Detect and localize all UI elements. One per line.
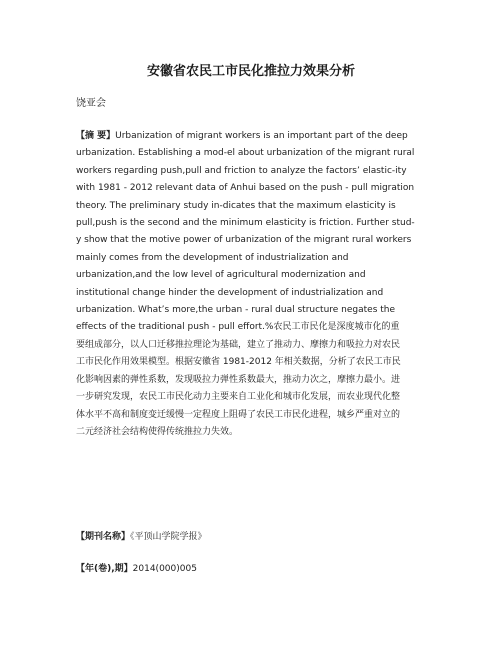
abstract-line: 体水平不高和制度变迁缓慢一定程度上阻碍了农民工市民化进程，城乡严重对立的: [76, 409, 401, 420]
abstract-line: [76, 128, 436, 145]
abstract-line: y show that the motive power of urbanization of the migrant rural workers: [76, 235, 412, 246]
abstract-line: 二元经济社会结构使得传统推拉力失效。: [76, 426, 239, 437]
abstract-line: urbanization,and the low level of agricultural modernization and: [76, 270, 366, 281]
abstract-line: 要组成部分，以人口迁移推拉理论为基础，建立了推动力、摩擦力和吸拉力对农民: [76, 339, 401, 350]
abstract-line: urbanization. Establishing a mod-el about urbanization of the migrant rural: [76, 148, 415, 159]
journal-name-row: [76, 530, 207, 544]
year-label: 【年(卷),期】: [76, 564, 133, 574]
abstract-line: mainly comes from the development of industrialization and: [76, 252, 349, 263]
paper-author: 饶亚会: [76, 98, 106, 109]
journal-value: 《平顶山学院学报》: [130, 532, 207, 542]
abstract-line: urbanization. What’s more,the urban - rural dual structure negates the: [76, 305, 396, 316]
year-volume-issue-row: [76, 562, 197, 576]
abstract-block: [76, 128, 436, 441]
abstract-line: 工市民化作用效果模型。根据安徽省 1981-2012 年相关数据，分析了农民工市民: [76, 357, 401, 368]
abstract-text: Urbanization of migrant workers is an important part of the deep: [115, 131, 408, 141]
abstract-line: pull,push is the second and the minimum elasticity is friction. Further stud-: [76, 218, 415, 229]
abstract-line: with 1981 - 2012 relevant data of Anhui based on the push - pull migration: [76, 183, 415, 194]
journal-label: 【期刊名称】: [76, 532, 131, 542]
abstract-line: 化影响因素的弹性系数，发现吸拉力弹性系数最大，推动力次之，摩擦力最小。进: [76, 374, 401, 385]
abstract-line: theory. The preliminary study in-dicates that the maximum elasticity is: [76, 200, 396, 211]
abstract-label: 【摘 要】: [76, 131, 116, 141]
paper-title: 安徽省农民工市民化推拉力效果分析: [146, 64, 355, 79]
abstract-line: 一步研究发现，农民工市民化动力主要来自工业化和城市化发展，而农业现代化整: [76, 392, 401, 403]
abstract-line: effects of the traditional push - pull effort.%农民工市民化是深度城市化的重: [76, 322, 400, 333]
year-value: 2014(000)005: [132, 564, 197, 574]
abstract-line: workers regarding push,pull and friction to analyze the factors’ elastic-ity: [76, 165, 407, 176]
abstract-line: institutional change hinder the development of industrialization and: [76, 287, 384, 298]
